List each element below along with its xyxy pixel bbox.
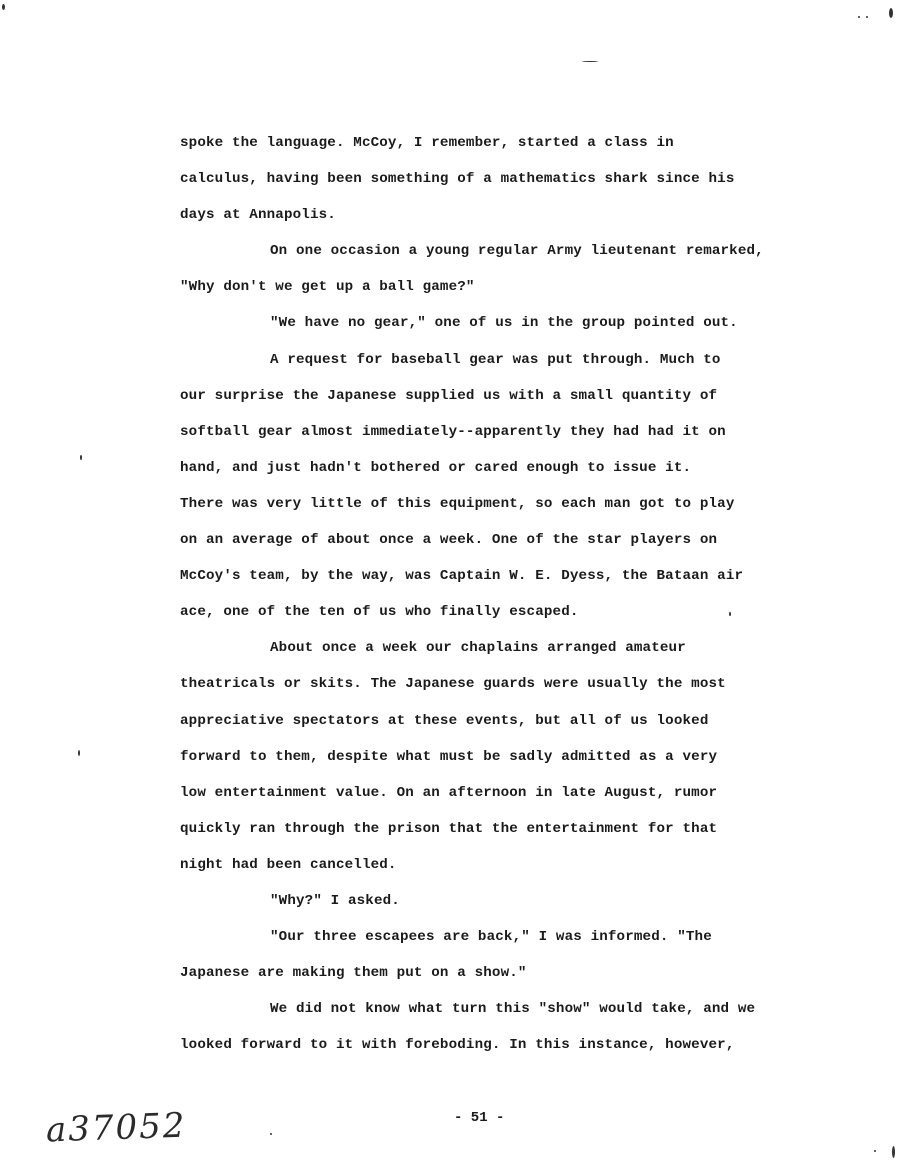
scan-speck bbox=[80, 455, 82, 460]
text-line: A request for baseball gear was put through. Much to bbox=[270, 351, 721, 368]
text-line: days at Annapolis. bbox=[180, 207, 336, 224]
scan-speck bbox=[858, 16, 860, 18]
text-line: "We have no gear," one of us in the group pointed out. bbox=[270, 315, 738, 332]
text-line: We did not know what turn this "show" would take, and we bbox=[270, 1001, 756, 1018]
page-number: - 51 - bbox=[454, 1110, 505, 1126]
text-line: ace, one of the ten of us who finally escaped. bbox=[180, 604, 579, 621]
scan-speck bbox=[892, 1146, 895, 1158]
scan-speck bbox=[874, 1150, 876, 1152]
text-line: low entertainment value. On an afternoon in late August, rumor bbox=[180, 784, 718, 801]
text-line: night had been cancelled. bbox=[180, 856, 397, 873]
text-line: "Why?" I asked. bbox=[270, 892, 400, 909]
scan-speck bbox=[889, 8, 893, 18]
scan-speck bbox=[78, 750, 80, 756]
text-line: About once a week our chaplains arranged amateur bbox=[270, 640, 686, 657]
text-line: "Our three escapees are back," I was informed. "The bbox=[270, 929, 712, 946]
scan-speck bbox=[729, 612, 731, 616]
text-line: hand, and just hadn't bothered or cared enough to issue it. bbox=[180, 459, 692, 476]
scan-speck bbox=[270, 1133, 272, 1135]
text-line: looked forward to it with foreboding. In this instance, however, bbox=[180, 1037, 735, 1054]
text-line: spoke the language. McCoy, I remember, started a class in bbox=[180, 135, 674, 151]
text-line: appreciative spectators at these events, but all of us looked bbox=[180, 712, 709, 729]
text-line: "Why don't we get up a ball game?" bbox=[180, 279, 475, 296]
text-line: Japanese are making them put on a show." bbox=[180, 965, 527, 982]
text-line: quickly ran through the prison that the entertainment for that bbox=[180, 820, 718, 837]
text-line: forward to them, despite what must be sadly admitted as a very bbox=[180, 748, 718, 765]
text-line: On one occasion a young regular Army lieutenant remarked, bbox=[270, 243, 764, 260]
text-line: McCoy's team, by the way, was Captain W. E. Dyess, the Bataan air bbox=[180, 568, 744, 585]
text-line: on an average of about once a week. One of the star players on bbox=[180, 532, 718, 549]
scan-speck bbox=[866, 16, 868, 18]
handwritten-document-id: a37052 bbox=[45, 1105, 188, 1151]
text-line: There was very little of this equipment, so each man got to play bbox=[180, 495, 735, 512]
scan-speck bbox=[2, 4, 5, 10]
text-line: theatricals or skits. The Japanese guards were usually the most bbox=[180, 676, 726, 693]
text-line: softball gear almost immediately--apparently they had had it on bbox=[180, 423, 726, 440]
text-line: our surprise the Japanese supplied us with a small quantity of bbox=[180, 387, 718, 404]
text-line: calculus, having been something of a mathematics shark since his bbox=[180, 171, 735, 188]
body-text bbox=[180, 129, 790, 1067]
scan-speck bbox=[582, 61, 598, 62]
